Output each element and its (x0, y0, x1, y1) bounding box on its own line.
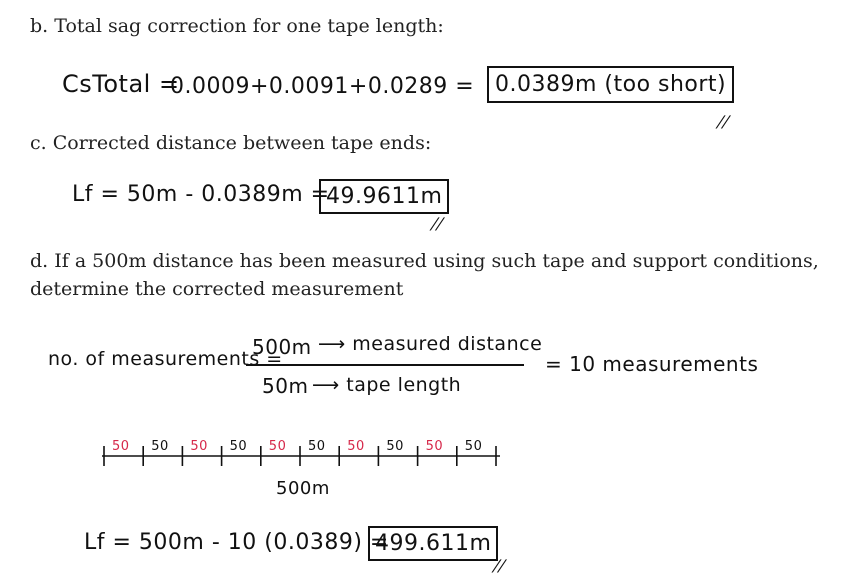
tape-segment-label: 50 (190, 439, 208, 454)
heading-d-line2: determine the corrected measurement (30, 278, 404, 300)
tape-segment-label: 50 (151, 439, 169, 454)
tape-segment-label: 50 (464, 439, 483, 454)
answer-mark-b: // (714, 112, 733, 131)
answer-box-b: 0.0389m (too short) (487, 66, 734, 103)
answer-mark-c: // (428, 214, 447, 233)
tape-total-label: 500m (276, 478, 330, 499)
numerator-note: ⟶ measured distance (318, 333, 543, 355)
tape-segment-label: 50 (425, 439, 444, 454)
heading-d-line1: d. If a 500m distance has been measured using such tape and support conditions, (30, 250, 819, 272)
lf-expression-d: Lf = 500m - 10 (0.0389) = (84, 530, 389, 555)
tape-segment-label: 50 (347, 439, 365, 454)
measurements-result: = 10 measurements (545, 352, 759, 376)
heading-c: c. Corrected distance between tape ends: (30, 132, 432, 154)
answer-box-d: 499.611m (368, 526, 498, 561)
tape-segment-label: 50 (112, 439, 130, 454)
cs-total-lhs: CsTotal = (62, 70, 180, 98)
tape-segment-label: 50 (229, 439, 248, 454)
answer-box-c: 49.9611m (319, 179, 449, 214)
heading-b: b. Total sag correction for one tape length: (30, 15, 444, 37)
lf-expression-c: Lf = 50m - 0.0389m = (72, 182, 330, 207)
answer-mark-d: // (490, 556, 509, 575)
fraction-numerator: 500m (252, 335, 312, 359)
tape-segment-label: 50 (308, 439, 326, 454)
denominator-note: ⟶ tape length (312, 374, 462, 396)
cs-total-expression: 0.0009+0.0091+0.0289 = (170, 74, 475, 99)
fraction-denominator: 50m (262, 374, 309, 398)
no-of-measurements-label: no. of measurements = (48, 348, 283, 370)
tape-segment-label: 50 (268, 439, 287, 454)
tape-segment-label: 50 (386, 439, 404, 454)
